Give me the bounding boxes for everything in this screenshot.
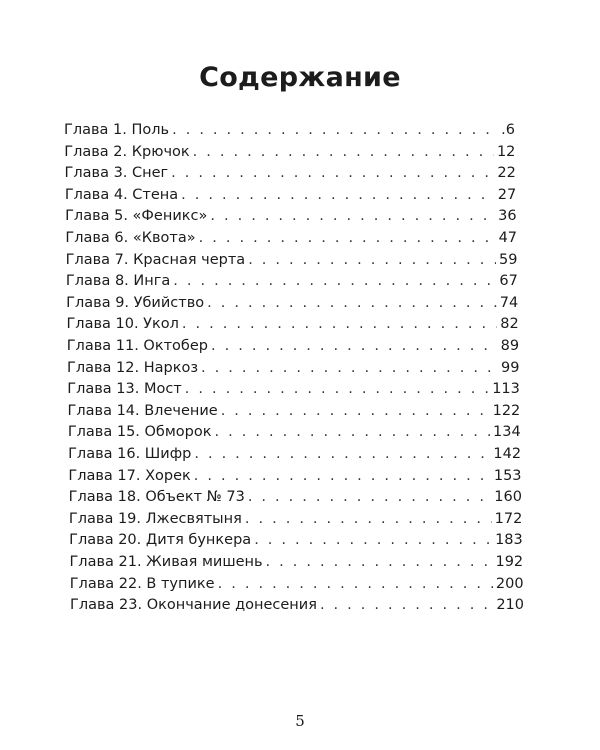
toc-entry-label: Глава 8. Инга — [65, 273, 171, 290]
toc-entry — [67, 379, 520, 399]
toc-leader-dots — [207, 293, 497, 313]
toc-leader-dots — [248, 250, 496, 270]
toc-entry-page: 172 — [494, 510, 523, 527]
toc-leader-dots — [211, 336, 498, 356]
toc-entry — [65, 228, 517, 248]
toc-leader-dots — [185, 379, 489, 399]
toc-entry — [68, 401, 521, 421]
toc-entry-label: Глава 6. «Квота» — [65, 230, 196, 246]
toc-entry — [65, 206, 517, 226]
toc-leader-dots — [201, 358, 498, 378]
toc-entry-page: 89 — [500, 338, 520, 354]
toc-leader-dots — [181, 185, 495, 205]
toc-entry-label: Глава 22. В тупике — [69, 575, 215, 592]
toc-entry-page: 183 — [495, 532, 523, 549]
toc-entry-page: 47 — [498, 230, 518, 246]
toc-entry — [65, 163, 516, 183]
toc-entry — [66, 314, 518, 334]
toc-entry — [69, 509, 522, 529]
toc-leader-dots — [182, 314, 497, 334]
toc-entry-label: Глава 16. Шифр — [68, 446, 192, 462]
toc-entry-label: Глава 17. Хорек — [68, 467, 191, 484]
page-number: 5 — [295, 712, 305, 730]
toc-leader-dots — [210, 206, 495, 226]
toc-leader-dots — [215, 422, 491, 442]
toc-leader-dots — [194, 466, 491, 486]
toc-leader-dots — [193, 142, 494, 162]
toc-leader-dots — [245, 509, 492, 529]
toc-entry-label: Глава 12. Наркоз — [67, 359, 199, 376]
toc-leader-dots — [171, 163, 494, 183]
toc-leader-dots — [221, 401, 490, 421]
toc-leader-dots — [248, 487, 491, 507]
page-title: Содержание — [199, 62, 401, 93]
toc-entry — [70, 595, 524, 615]
toc-leader-dots — [266, 552, 493, 572]
toc-entry-page: 153 — [493, 467, 522, 484]
toc-entry-label: Глава 11. Октобер — [66, 338, 208, 354]
toc-entry-label: Глава 5. «Феникс» — [65, 208, 208, 225]
toc-entry-page: 22 — [497, 165, 516, 182]
toc-entry-page: 200 — [495, 575, 524, 592]
toc-entry-page: .6 — [501, 122, 515, 138]
toc-entry — [68, 422, 521, 442]
toc-entry-page: 142 — [493, 446, 522, 462]
toc-entry-label: Глава 2. Крючок — [64, 143, 190, 160]
toc-entry-label: Глава 4. Стена — [64, 186, 179, 203]
toc-entry-label: Глава 20. Дитя бункера — [69, 532, 252, 549]
toc-entry-page: 36 — [498, 208, 517, 225]
toc-entry-page: 74 — [499, 294, 519, 311]
toc-leader-dots — [194, 444, 490, 464]
toc-entry — [69, 530, 523, 550]
toc-entry-page: 59 — [498, 251, 518, 268]
toc-entry — [66, 293, 518, 313]
toc-entry-label: Глава 7. Красная черта — [65, 251, 246, 268]
toc-entry-label: Глава 19. Лжесвятыня — [68, 510, 242, 527]
toc-entry-page: 67 — [499, 273, 518, 290]
toc-entry — [67, 336, 519, 356]
toc-entry-page: 134 — [493, 424, 521, 441]
toc-entry — [66, 250, 518, 270]
toc-entry-page: 122 — [492, 402, 521, 419]
toc-entry — [68, 466, 521, 486]
toc-leader-dots — [173, 271, 496, 291]
toc-leader-dots — [199, 228, 496, 248]
toc-entry-label: Глава 18. Объект № 73 — [68, 489, 245, 506]
toc-entry-label: Глава 9. Убийство — [66, 294, 205, 311]
toc-entry-label: Глава 23. Окончание донесения — [70, 597, 317, 614]
toc-entry — [69, 552, 523, 572]
toc-entry-page: 113 — [492, 381, 520, 398]
toc-entry-label: Глава 21. Живая мишень — [69, 554, 263, 570]
toc-entry-label: Глава 13. Мост — [67, 381, 182, 398]
toc-entry-page: 82 — [500, 316, 519, 333]
toc-entry — [64, 142, 515, 162]
toc-entry — [65, 185, 516, 205]
toc-entry-label: Глава 15. Обморок — [67, 424, 212, 441]
toc-entry-label: Глава 3. Снег — [64, 165, 169, 182]
toc-entry-page: 210 — [496, 597, 524, 614]
toc-entry — [69, 487, 522, 507]
toc-entry-page: 12 — [496, 143, 516, 160]
toc-entry — [64, 120, 515, 140]
toc-entry-page: 192 — [495, 554, 524, 570]
toc-entry-page: 27 — [497, 186, 517, 203]
toc-entry-label: Глава 10. Укол — [66, 316, 179, 333]
toc-entry-label: Глава 14. Влечение — [67, 402, 218, 419]
toc-entry — [70, 574, 524, 594]
toc-leader-dots — [254, 530, 492, 550]
toc-entry-page: 99 — [501, 359, 520, 376]
toc-entry-page: 160 — [494, 489, 522, 506]
toc-entry — [67, 358, 520, 378]
toc-leader-dots — [218, 574, 493, 594]
toc-leader-dots — [320, 595, 493, 615]
toc-entry — [66, 271, 518, 291]
toc-leader-dots — [172, 120, 498, 140]
toc-entry — [68, 444, 521, 464]
toc-entry-label: Глава 1. Поль — [64, 122, 170, 138]
